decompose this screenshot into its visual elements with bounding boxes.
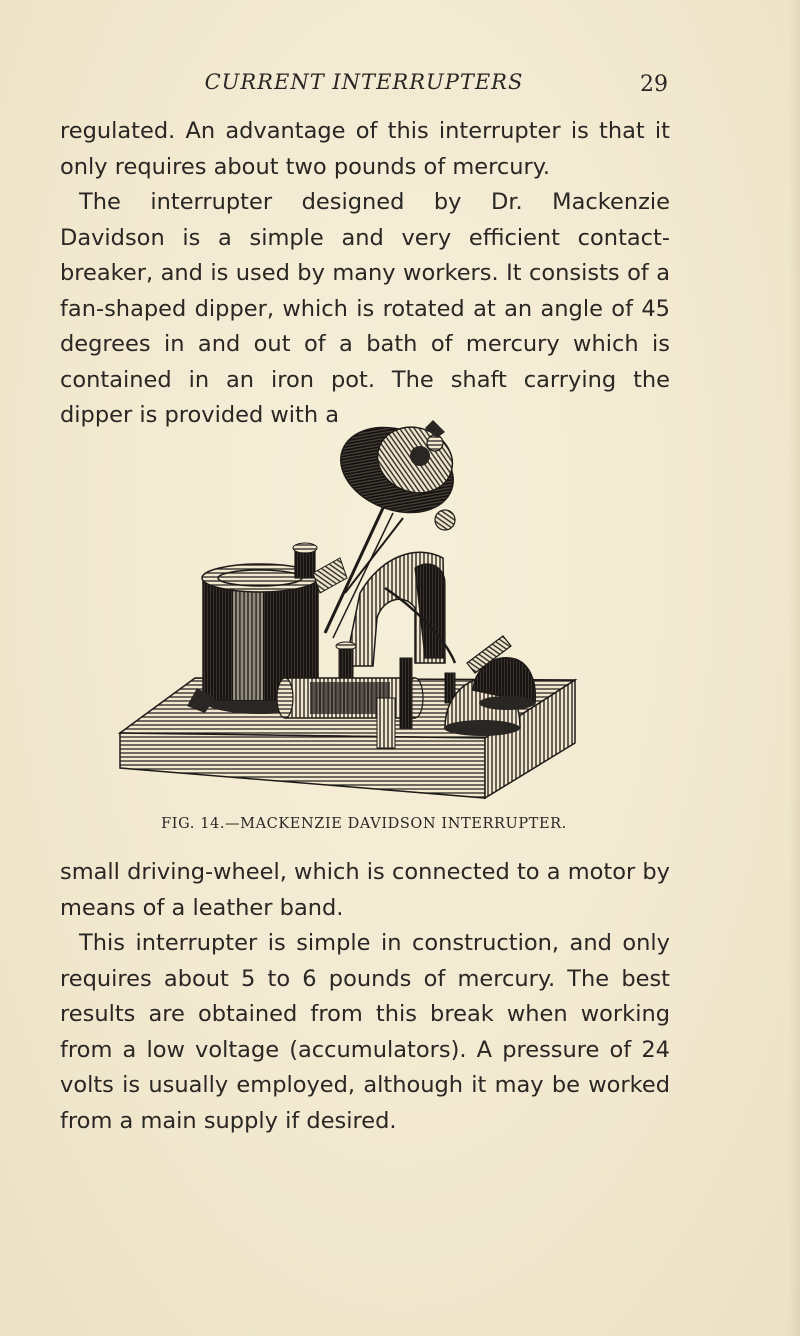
body-text-bottom [60, 855, 670, 1139]
dipper-housing [329, 413, 465, 530]
page-edge-shadow [788, 0, 800, 1336]
interrupter-engraving [115, 408, 595, 808]
base-board-front [120, 733, 485, 798]
running-head [60, 68, 668, 102]
running-title: CURRENT INTERRUPTERS [204, 70, 524, 94]
interrupter-illustration [115, 408, 595, 808]
body-text-top [60, 114, 670, 434]
figure-caption: FIG. 14.—MACKENZIE DAVIDSON INTERRUPTER. [161, 816, 567, 832]
paragraph: regulated. An advantage of this interrupter is that it only requires about two pounds of mercury. [60, 118, 670, 180]
paragraph: This interrupter is simple in construction, and only requires about 5 to 6 pounds of mercury. The best results are obtained from this break when working from a low voltage (accumulators). A pressure of 24 volts is usually employed, although it may be worked from a main supply if desired. [60, 930, 670, 1134]
paragraph: small driving-wheel, which is connected to a motor by means of a leather band. [60, 859, 670, 921]
page-number: 29 [640, 72, 668, 97]
paragraph: The interrupter designed by Dr. Mackenzie Davidson is a simple and very efficient contact-breaker, and is used by many workers. It consists of a fan-shaped dipper, which is rotated at an angle of 45 degrees in and out of a bath of mercury which is contained in an iron pot. The shaft carrying the dipper is provided with a [60, 189, 670, 428]
